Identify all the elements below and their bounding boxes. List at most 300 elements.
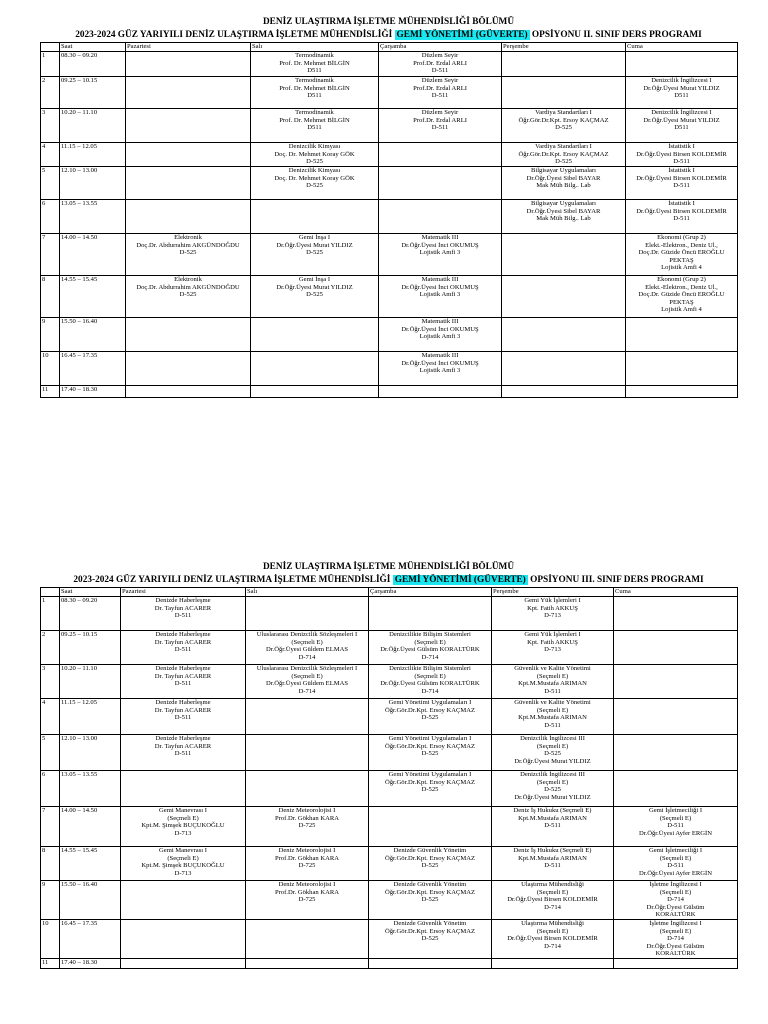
course-line: Prof.Dr. Erdal ARLI	[413, 84, 467, 92]
row-number: 10	[41, 352, 60, 386]
course-line: Ekonomi (Grup 2)	[657, 276, 706, 283]
course-line: D-511	[174, 750, 192, 758]
course-line: Lojistik Amfi 3	[419, 333, 461, 341]
course-line: Denizcilik Kimyası	[288, 167, 341, 174]
course-cell-tuesday	[251, 167, 379, 200]
course-line: (Seçmeli E)	[536, 778, 569, 786]
course-line: Matematik III	[421, 276, 459, 283]
course-line: (Seçmeli E)	[536, 672, 569, 680]
course-cell-friday	[614, 919, 738, 958]
course-line: (Seçmeli E)	[414, 638, 446, 646]
course-line: D-714	[667, 896, 684, 904]
department-title: DENİZ ULAŞTIRMA İŞLETME MÜHENDİSLİĞİ BÖLÜMÜ	[262, 562, 515, 572]
course-line: D-511	[667, 862, 684, 870]
department-title: DENİZ ULAŞTIRMA İŞLETME MÜHENDİSLİĞİ BÖLÜMÜ	[262, 17, 515, 27]
course-line: Dr.Öğr.Üyesi İnci OKUMUŞ	[401, 283, 479, 291]
course-line: Matematik III	[421, 318, 459, 325]
course-line: (Seçmeli E)	[291, 672, 323, 680]
course-line: Denizde Güvenlik Yönetim	[393, 919, 467, 927]
course-line: D-511	[544, 862, 561, 870]
row-number: 8	[41, 847, 60, 881]
course-line: D-714	[544, 903, 561, 911]
course-cell-wednesday	[379, 52, 502, 77]
course-cell-monday	[126, 167, 251, 200]
time-slot: 12.10 – 13.00	[60, 735, 121, 771]
course-cell-wednesday	[369, 665, 492, 699]
course-cell-friday	[626, 352, 738, 386]
course-line: Ulaştırma Mühendisliği	[521, 919, 584, 927]
course-line: Denizde Güvenlik Yönetim	[393, 881, 467, 888]
course-line: D-511	[174, 680, 192, 688]
header-row	[41, 43, 738, 52]
course-line: D-525	[421, 896, 439, 904]
course-cell-tuesday	[251, 234, 379, 276]
table-row	[41, 234, 738, 276]
course-line: D-511	[174, 612, 192, 620]
table-row	[41, 597, 738, 631]
course-line: D-713	[544, 612, 561, 620]
course-line: Kpt. Fatih AKKUŞ	[527, 604, 578, 612]
course-line: Öğr.Gör.Dr.Kpt. Ersoy KAÇMAZ	[384, 778, 476, 786]
row-number: 3	[41, 665, 60, 699]
course-cell-thursday	[492, 881, 614, 920]
program-title-part: 2023-2024 GÜZ YARIYILI DENİZ ULAŞTIRMA İŞLETME MÜHENDİSLİĞİ	[73, 574, 391, 585]
course-cell-thursday	[492, 631, 614, 665]
course-line: Prof. Dr. Mehmet BİLGİN	[279, 59, 350, 67]
course-cell-tuesday	[251, 109, 379, 143]
course-cell-wednesday	[379, 352, 502, 386]
table-row	[41, 352, 738, 386]
time-slot: 12.10 – 13.00	[60, 167, 126, 200]
course-line: Düzlem Seyir	[421, 52, 459, 59]
course-line: Dr.Öğr.Üyesi Murat YILDIZ	[643, 84, 720, 92]
course-line: Gemi Yük İşlemleri I	[524, 631, 581, 638]
course-cell-thursday	[502, 109, 626, 143]
course-line: Denizcilik İngilizcesi I	[651, 109, 712, 116]
table-row	[41, 276, 738, 318]
course-cell-tuesday	[246, 699, 369, 735]
course-line: Bilgisayar Uygulamaları	[530, 200, 596, 207]
course-line: Dr.Öğr.Üyesi Ayfer ERGİN	[638, 869, 712, 877]
header-wednesday: Çarşamba	[369, 588, 492, 597]
course-line: Matematik III	[421, 352, 459, 359]
course-cell-tuesday	[246, 919, 369, 958]
course-line: Dr.Öğr.Üyesi Murat YILDIZ	[276, 283, 353, 291]
time-slot: 13.05 – 13.55	[60, 200, 126, 234]
course-cell-friday	[614, 597, 738, 631]
course-cell-thursday	[492, 807, 614, 847]
course-line: Dr.Öğr.Üyesi Murat YILDIZ	[514, 793, 591, 801]
course-line: Dr.Öğr.Üyesi Birsen KOLDEMİR	[636, 174, 727, 182]
course-line: Lojistik Amfi 3	[419, 249, 461, 257]
course-line: D-525	[421, 862, 439, 870]
table-row	[41, 919, 738, 958]
course-cell-friday	[626, 143, 738, 167]
course-line: Prof. Dr. Mehmet BİLGİN	[279, 84, 350, 92]
course-cell-wednesday	[369, 881, 492, 920]
course-line: Gemi Manevrası I	[159, 807, 207, 814]
row-number: 11	[41, 958, 60, 968]
course-cell-friday	[614, 699, 738, 735]
course-cell-friday	[614, 881, 738, 920]
course-cell-thursday	[492, 958, 614, 968]
course-line: Doç.Dr. Abdurrahim AKGÜNDOĞDU	[136, 283, 240, 291]
course-line: Doç. Dr. Mehmet Koray GÖK	[274, 174, 355, 182]
course-cell-thursday	[492, 847, 614, 881]
course-line: D-714	[298, 653, 316, 661]
course-cell-tuesday	[246, 881, 369, 920]
course-cell-wednesday	[379, 386, 502, 398]
course-line: D-511	[431, 124, 449, 132]
course-line: Denizcilik Kimyası	[288, 143, 341, 150]
course-cell-monday	[126, 143, 251, 167]
course-line: D-725	[298, 896, 316, 904]
course-cell-tuesday	[246, 665, 369, 699]
course-cell-wednesday	[369, 735, 492, 771]
time-slot: 11.15 – 12.05	[60, 699, 121, 735]
course-line: D-511	[431, 92, 449, 100]
course-line: Denizde Haberleşme	[155, 735, 211, 742]
row-number: 9	[41, 881, 60, 920]
course-line: Termodinamik	[295, 52, 334, 59]
course-cell-thursday	[492, 771, 614, 807]
course-cell-monday	[121, 699, 246, 735]
course-line: Kpt.M.Mustafa ARIMAN	[518, 854, 587, 862]
course-line: Dr. Tayfun ACARER	[154, 742, 212, 750]
course-line: Düzlem Seyir	[421, 109, 459, 116]
course-line: Dr.Öğr.Üyesi Murat YILDIZ	[514, 757, 591, 765]
course-line: Uluslararası Denizcilik Sözleşmeleri I	[256, 631, 358, 638]
course-line: Dr.Öğr.Üyesi İnci OKUMUŞ	[401, 359, 479, 367]
table-row	[41, 200, 738, 234]
course-line: D-511	[174, 714, 192, 722]
course-line: Prof.Dr. Erdal ARLI	[413, 116, 467, 124]
course-line: İstatistik I	[668, 167, 695, 174]
course-cell-wednesday	[369, 807, 492, 847]
course-line: D-725	[298, 862, 316, 870]
course-cell-monday	[121, 597, 246, 631]
course-line: Dr.Öğr.Üyesi Murat YILDIZ	[276, 241, 353, 249]
course-cell-thursday	[492, 919, 614, 958]
course-line: Denizde Haberleşme	[155, 597, 211, 604]
course-line: Termodinamik	[295, 77, 334, 84]
course-cell-friday	[614, 631, 738, 665]
course-line: Denizde Güvenlik Yönetim	[393, 847, 467, 854]
row-number: 7	[41, 234, 60, 276]
row-number: 3	[41, 109, 60, 143]
course-line: D-511	[544, 687, 561, 695]
course-cell-thursday	[502, 200, 626, 234]
course-line: D-511	[667, 822, 684, 830]
course-line: Vardiya Standartları I	[535, 143, 592, 150]
course-line: Denizcilik İngilizcesi III	[520, 735, 585, 742]
course-line: Prof.Dr. Erdal ARLI	[413, 59, 467, 67]
header-wednesday: Çarşamba	[379, 43, 502, 52]
course-cell-tuesday	[246, 807, 369, 847]
table-row	[41, 881, 738, 920]
course-cell-friday	[626, 109, 738, 143]
course-cell-wednesday	[369, 771, 492, 807]
course-line: Bilgisayar Uygulamaları	[530, 167, 596, 174]
course-line: Öğr.Gör.Dr.Kpt. Ersoy KAÇMAZ	[384, 706, 476, 714]
course-line: Dr.Öğr.Üyesi Gülsüm KORALTÜRK	[380, 680, 480, 688]
course-line: D-511	[431, 67, 449, 75]
course-line: Ulaştırma Mühendisliği	[521, 881, 584, 888]
course-cell-monday	[126, 386, 251, 398]
time-slot: 14.00 – 14.50	[60, 807, 121, 847]
course-cell-wednesday	[369, 919, 492, 958]
course-line: Lojistik Amfi 3	[419, 291, 461, 299]
header-number-cell	[41, 43, 60, 52]
row-number: 8	[41, 276, 60, 318]
course-line: Öğr.Gör.Dr.Kpt. Ersoy KAÇMAZ	[384, 854, 476, 862]
course-line: D-511	[544, 822, 561, 830]
course-cell-friday	[626, 52, 738, 77]
course-line: Lojistik Amfi 4	[661, 306, 702, 314]
course-line: D-511	[174, 646, 192, 654]
course-line: Lojistik Amfi 4	[661, 264, 702, 272]
table-row	[41, 77, 738, 109]
course-line: Uluslararası Denizcilik Sözleşmeleri I	[256, 665, 358, 672]
course-line: D-713	[174, 869, 192, 877]
course-line: Dr.Öğr.Üyesi Gülsüm	[646, 903, 705, 911]
course-cell-monday	[121, 919, 246, 958]
course-line: D-714	[667, 935, 684, 943]
course-line: Gemi İşletmeciliği I	[648, 807, 703, 814]
time-slot: 17.40 – 18.30	[60, 386, 126, 398]
header-tuesday: Salı	[251, 43, 379, 52]
course-line: Dr. Tayfun ACARER	[154, 672, 212, 680]
course-line: Gemi İşletmeciliği I	[648, 847, 703, 854]
program-title-part: 2023-2024 GÜZ YARIYILI DENİZ ULAŞTIRMA İŞLETME MÜHENDİSLİĞİ	[75, 29, 393, 40]
header-time: Saat	[60, 588, 121, 597]
course-line: D-525	[544, 750, 561, 758]
course-cell-friday	[626, 200, 738, 234]
course-line: Güvenlik ve Kalite Yönetimi	[514, 699, 591, 706]
table-row	[41, 665, 738, 699]
course-cell-monday	[121, 735, 246, 771]
header-time: Saat	[60, 43, 126, 52]
course-cell-monday	[121, 881, 246, 920]
course-cell-monday	[126, 276, 251, 318]
option-highlight: GEMİ YÖNETİMİ (GÜVERTE)	[396, 29, 528, 40]
row-number: 11	[41, 386, 60, 398]
time-slot: 10.20 – 11.10	[60, 665, 121, 699]
program-title	[40, 29, 737, 42]
course-line: Öğr.Gör.Dr.Kpt. Ersoy KAÇMAZ	[384, 927, 476, 935]
course-cell-tuesday	[246, 771, 369, 807]
course-line: D-525	[421, 935, 439, 943]
course-cell-wednesday	[379, 318, 502, 352]
course-cell-friday	[614, 847, 738, 881]
course-line: Gemi Yönetimi Uygulamaları I	[388, 771, 472, 778]
course-line: D-525	[306, 158, 323, 166]
course-line: Elektronik	[174, 234, 202, 241]
row-number: 5	[41, 735, 60, 771]
course-line: D-714	[544, 942, 561, 950]
course-line: D-714	[421, 687, 439, 695]
course-line: (Seçmeli E)	[536, 742, 569, 750]
course-line: Dr.Öğr.Üyesi Sibel BAYAR	[526, 174, 601, 182]
course-line: (Seçmeli E)	[414, 672, 446, 680]
table-row	[41, 318, 738, 352]
course-line: D-525	[306, 291, 323, 299]
program-title-part: OPSİYONU II. SINIF DERS PROGRAMI	[531, 29, 702, 40]
course-line: D-714	[421, 653, 439, 661]
course-line: D-511	[673, 215, 690, 223]
header-friday: Cuma	[626, 43, 738, 52]
course-cell-wednesday	[369, 958, 492, 968]
course-line: D511	[307, 92, 322, 100]
course-line: D-525	[544, 786, 561, 794]
course-cell-monday	[126, 234, 251, 276]
table-row	[41, 847, 738, 881]
time-slot: 14.55 – 15.45	[60, 847, 121, 881]
table-row	[41, 631, 738, 665]
header-monday: Pazartesi	[121, 588, 246, 597]
course-line: Dr.Öğr.Üyesi Gülsüm KORALTÜRK	[380, 646, 480, 654]
course-line: Gemi Yönetimi Uygulamaları I	[388, 735, 472, 742]
course-line: (Seçmeli E)	[659, 927, 692, 935]
course-line: D-511	[673, 158, 690, 166]
time-slot: 15.50 – 16.40	[60, 881, 121, 920]
course-line: D-714	[298, 687, 316, 695]
course-line: D-525	[306, 249, 323, 257]
course-line: D-525	[421, 786, 439, 794]
option-highlight: GEMİ YÖNETİMİ (GÜVERTE)	[394, 574, 526, 585]
course-cell-tuesday	[251, 276, 379, 318]
time-slot: 10.20 – 11.10	[60, 109, 126, 143]
course-cell-monday	[121, 631, 246, 665]
course-cell-monday	[126, 52, 251, 77]
course-cell-thursday	[502, 167, 626, 200]
course-cell-tuesday	[251, 77, 379, 109]
course-cell-wednesday	[379, 77, 502, 109]
course-line: Doç. Dr. Mehmet Koray GÖK	[274, 150, 355, 158]
course-cell-thursday	[502, 143, 626, 167]
course-cell-monday	[126, 200, 251, 234]
course-line: Dr.Öğr.Üyesi Birsen KOLDEMİR	[507, 935, 598, 943]
course-cell-tuesday	[251, 352, 379, 386]
course-line: Dr. Tayfun ACARER	[154, 706, 212, 714]
course-line: D-713	[544, 646, 561, 654]
course-cell-wednesday	[379, 143, 502, 167]
course-line: Denizcilik İngilizcesi I	[651, 77, 712, 84]
row-number: 2	[41, 631, 60, 665]
course-line: Doç.Dr. Abdurrahim AKGÜNDOĞDU	[136, 241, 240, 249]
program-title-part: OPSİYONU III. SINIF DERS PROGRAMI	[530, 574, 704, 585]
course-cell-monday	[121, 665, 246, 699]
course-line: (Seçmeli E)	[536, 888, 569, 896]
course-line: D-525	[555, 158, 572, 166]
row-number: 6	[41, 771, 60, 807]
time-slot: 08.30 – 09.20	[60, 52, 126, 77]
course-line: Denizde Haberleşme	[155, 699, 211, 706]
table-row	[41, 143, 738, 167]
course-cell-friday	[614, 665, 738, 699]
course-line: Kpt. Fatih AKKUŞ	[527, 638, 578, 646]
course-line: Deniz Meteorolojisi I	[278, 807, 336, 814]
course-cell-tuesday	[246, 958, 369, 968]
course-cell-friday	[614, 807, 738, 847]
course-cell-wednesday	[379, 234, 502, 276]
course-cell-wednesday	[369, 847, 492, 881]
course-line: Deniz İş Hukuku (Seçmeli E)	[513, 847, 592, 854]
course-line: (Seçmeli E)	[536, 927, 569, 935]
course-line: Denizcilik İngilizcesi III	[520, 771, 585, 778]
row-number: 10	[41, 919, 60, 958]
schedule-table	[40, 42, 738, 398]
time-slot: 14.55 – 15.45	[60, 276, 126, 318]
course-line: D511	[307, 67, 322, 75]
course-line: Prof. Dr. Mehmet BİLGİN	[279, 116, 350, 124]
course-cell-thursday	[492, 597, 614, 631]
course-line: Dr.Öğr.Üyesi Birsen KOLDEMİR	[636, 150, 727, 158]
course-line: Dr. Tayfun ACARER	[154, 638, 212, 646]
course-cell-tuesday	[246, 597, 369, 631]
course-line: (Seçmeli E)	[659, 854, 692, 862]
header-friday: Cuma	[614, 588, 738, 597]
course-line: Öğr.Gör.Dr.Kpt. Ersoy KAÇMAZ	[384, 742, 476, 750]
course-line: D511	[674, 124, 689, 132]
course-cell-friday	[626, 167, 738, 200]
table-row	[41, 109, 738, 143]
course-cell-friday	[626, 276, 738, 318]
course-cell-tuesday	[251, 200, 379, 234]
row-number: 5	[41, 167, 60, 200]
time-slot: 08.30 – 09.20	[60, 597, 121, 631]
header-thursday: Perşembe	[492, 588, 614, 597]
course-line: Prof.Dr. Gökhan KARA	[274, 854, 340, 862]
course-line: Prof.Dr. Gökhan KARA	[274, 814, 340, 822]
course-line: Dr.Öğr.Üyesi Murat YILDIZ	[643, 116, 720, 124]
course-cell-thursday	[502, 52, 626, 77]
row-number: 6	[41, 200, 60, 234]
course-line: (Seçmeli E)	[659, 888, 692, 896]
course-cell-friday	[626, 386, 738, 398]
course-line: Dr.Öğr.Üyesi Birsen KOLDEMİR	[507, 896, 598, 904]
course-line: D-525	[179, 291, 197, 299]
row-number: 1	[41, 597, 60, 631]
course-line: D511	[674, 92, 689, 100]
schedule-block-2	[40, 561, 737, 969]
schedule-block-1	[40, 16, 737, 398]
row-number: 4	[41, 143, 60, 167]
course-cell-thursday	[502, 386, 626, 398]
course-line: D-511	[673, 182, 690, 190]
course-line: Elekt.-Elektron., Deniz Ul.,	[645, 283, 718, 291]
course-line: Deniz Meteorolojisi I	[278, 847, 336, 854]
course-line: Elektronik	[174, 276, 202, 283]
course-line: (Seçmeli E)	[659, 814, 692, 822]
course-line: Dr.Öğr.Üyesi Güldem ELMAS	[265, 646, 349, 654]
course-line: Öğr.Gör.Dr.Kpt. Ersoy KAÇMAZ	[384, 888, 476, 896]
course-line: Doç.Dr. Güzide Öncü EROĞLU	[638, 291, 725, 299]
course-cell-friday	[614, 735, 738, 771]
course-cell-thursday	[492, 735, 614, 771]
course-cell-tuesday	[246, 631, 369, 665]
course-line: İşletme İngilizcesi I	[649, 881, 702, 888]
course-line: PEKTAŞ	[669, 256, 694, 264]
course-cell-wednesday	[379, 167, 502, 200]
course-line: Dr.Öğr.Üyesi İnci OKUMUŞ	[401, 241, 479, 249]
program-title	[40, 574, 737, 587]
table-row	[41, 699, 738, 735]
header-thursday: Perşembe	[502, 43, 626, 52]
course-line: D-525	[421, 714, 439, 722]
course-line: İstatistik I	[668, 143, 695, 150]
course-cell-tuesday	[251, 143, 379, 167]
